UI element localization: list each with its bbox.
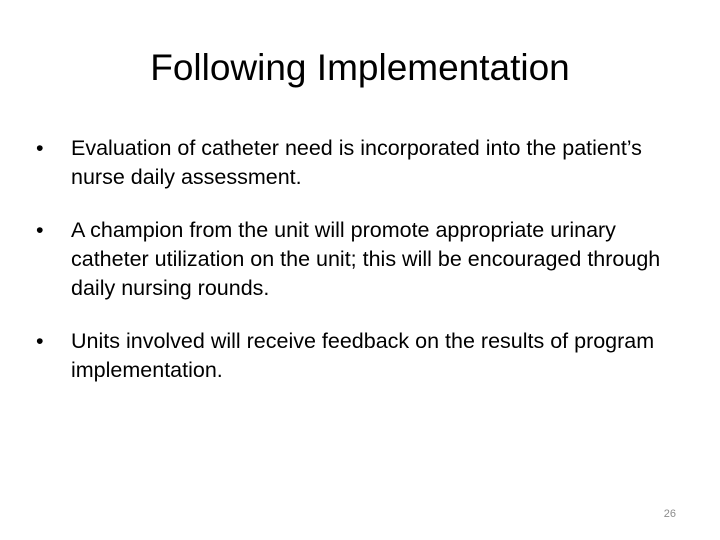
bullet-icon: •: [36, 136, 44, 160]
bullet-text: A champion from the unit will promote appropriate urinary catheter utilization on the unit; this will be encouraged through daily nursing rounds.: [71, 218, 661, 300]
bullet-text: Units involved will receive feedback on the results of program implementation.: [71, 329, 655, 382]
bullet-icon: •: [36, 218, 44, 242]
bullet-item: [36, 327, 676, 385]
bullet-item: [36, 134, 676, 192]
bullet-icon: •: [36, 329, 44, 353]
slide-number: 26: [663, 508, 676, 520]
bullet-text: Evaluation of catheter need is incorporated into the patient’s nurse daily assessment.: [71, 136, 642, 189]
bullet-item: [36, 216, 676, 303]
bullet-list: [36, 134, 676, 409]
slide-title: Following Implementation: [150, 47, 570, 88]
